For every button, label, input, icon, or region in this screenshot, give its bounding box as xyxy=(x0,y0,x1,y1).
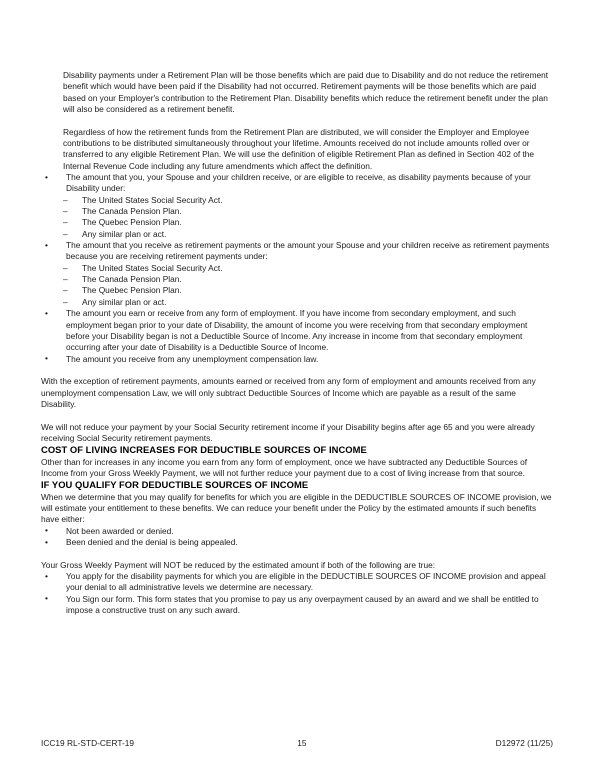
bullet-item-not-awarded xyxy=(44,526,553,537)
qualify-bullet-list xyxy=(41,526,553,549)
sub-list-text: Any similar plan or act. xyxy=(82,296,167,307)
bullet-marker-icon: • xyxy=(45,525,48,536)
dash-marker-icon: – xyxy=(63,194,68,205)
bullet-marker-icon: • xyxy=(45,307,48,318)
sub-list-item xyxy=(63,285,553,296)
sub-list-item xyxy=(63,229,553,240)
footer-doc-code: D12972 (11/25) xyxy=(495,738,553,748)
sub-list-text: The Canada Pension Plan. xyxy=(82,274,182,285)
footer-page-number: 15 xyxy=(297,738,307,748)
paragraph-cost-of-living: Other than for increases in any income you earn from any form of employment, once we have subtracted any Deductible Sources of Income from your Gross Weekly Payment, we will not further reduce your payment due to a cost of living increase from that source. xyxy=(41,456,528,478)
page-footer xyxy=(41,738,553,749)
dash-marker-icon: – xyxy=(63,296,68,307)
not-reduced-bullet-list xyxy=(41,571,553,616)
bullet-text: The amount that you, your Spouse and your children receive, or are eligible to receive, as disability payments because of your Disability under: xyxy=(66,172,531,194)
footer-form-number: ICC19 RL-STD-CERT-19 xyxy=(41,738,135,748)
bullet-marker-icon: • xyxy=(45,171,48,182)
paragraph-social-security-age-65: We will not reduce your payment by your Social Security retirement income if your Disability begins after age 65 and you were already receiving Social Security retirement payments. xyxy=(41,421,535,443)
document-content xyxy=(41,70,553,616)
bullet-text: Been denied and the denial is being appealed. xyxy=(66,537,238,548)
bullet-marker-icon: • xyxy=(45,239,48,250)
sub-list-text: The United States Social Security Act. xyxy=(82,262,223,273)
sub-list-item xyxy=(63,263,553,274)
disability-sub-list xyxy=(41,195,553,240)
bullet-text: Not been awarded or denied. xyxy=(66,525,174,536)
bullet-item-employment-income xyxy=(44,308,553,353)
paragraph-regardless-of-retirement-funds: Regardless of how the retirement funds from the Retirement Plan are distributed, we will consider the Employer and Employee contributions to be distributed simultaneously throughout your lifetime. Amounts received do not include amounts rolled over or transferred to any eligible Retirement Plan. We will use the definition of eligible Retirement Plan as defined in Section 402 of the Internal Revenue Code including any future amendments which affect the definition. xyxy=(63,126,535,171)
heading-cost-of-living-increases: COST OF LIVING INCREASES FOR DEDUCTIBLE SOURCES OF INCOME xyxy=(41,444,367,456)
bullet-marker-icon: • xyxy=(45,593,48,604)
dash-marker-icon: – xyxy=(63,217,68,228)
bullet-marker-icon: • xyxy=(45,536,48,547)
bullet-text: You apply for the disability payments for which you are eligible in the DEDUCTIBLE SOURCES OF INCOME provision and appeal your denial to all administrative levels we determine are necessary. xyxy=(66,571,546,593)
dash-marker-icon: – xyxy=(63,206,68,217)
sub-list-item xyxy=(63,297,553,308)
bullet-item-retirement-payments xyxy=(44,240,553,263)
bullet-marker-icon: • xyxy=(45,353,48,364)
paragraph-with-exception: With the exception of retirement payments, amounts earned or received from any form of employment and amounts received from any unemployment compensation Law, we will only subtract Deductible Sources of Income which are payable as a result of the same Disability. xyxy=(41,376,536,409)
retirement-payments-bullet-list xyxy=(41,240,553,263)
sub-list-item xyxy=(63,195,553,206)
bullet-item-unemployment-compensation xyxy=(44,354,553,365)
heading-if-you-qualify: IF YOU QUALIFY FOR DEDUCTIBLE SOURCES OF INCOME xyxy=(41,479,309,491)
bullet-text: You Sign our form. This form states that you promise to pay us any overpayment caused by an award and we shall be entitled to impose a constructive trust on any such award. xyxy=(66,593,539,616)
bullet-item-disability-payments xyxy=(44,172,553,195)
sub-list-text: Any similar plan or act. xyxy=(82,228,167,239)
paragraph-retirement-plan: Disability payments under a Retirement Plan will be those benefits which are paid due to Disability and do not reduce the retirement benefit which would have been paid if the Disability had not occurred. Retirement payments will be those benefits which are paid based on your Employer's contribution to the Retirement Plan. Disability benefits which reduce the retirement benefit under the plan will also be considered as a retirement benefit. xyxy=(63,70,549,115)
deductible-sources-bullet-list xyxy=(41,172,553,195)
paragraph-if-you-qualify: When we determine that you may qualify for benefits for which you are eligible in the DEDUCTIBLE SOURCES OF INCOME provision, we will estimate your entitlement to these benefits. We can reduce your benefit under the Policy by the estimated amounts if such benefits have either: xyxy=(41,491,552,525)
bullet-item-apply-and-appeal xyxy=(44,571,553,594)
dash-marker-icon: – xyxy=(63,228,68,239)
sub-list-text: The Quebec Pension Plan. xyxy=(82,285,182,296)
employment-income-bullet-list xyxy=(41,308,553,365)
retirement-sub-list xyxy=(41,263,553,308)
bullet-text: The amount you receive from any unemployment compensation law. xyxy=(66,353,319,364)
sub-list-text: The Canada Pension Plan. xyxy=(82,206,182,217)
sub-list-text: The Quebec Pension Plan. xyxy=(82,217,182,228)
bullet-text: The amount that you receive as retirement payments or the amount your Spouse and your children receive as retirement payments because you are receiving retirement payments under: xyxy=(66,240,550,262)
bullet-marker-icon: • xyxy=(45,570,48,581)
paragraph-gross-weekly-payment: Your Gross Weekly Payment will NOT be reduced by the estimated amount if both of the following are true: xyxy=(41,559,436,570)
sub-list-item xyxy=(63,206,553,217)
sub-list-text: The United States Social Security Act. xyxy=(82,194,223,205)
dash-marker-icon: – xyxy=(63,285,68,296)
dash-marker-icon: – xyxy=(63,262,68,273)
sub-list-item xyxy=(63,274,553,285)
bullet-item-denied-appealed xyxy=(44,537,553,548)
bullet-item-sign-our-form xyxy=(44,594,553,617)
dash-marker-icon: – xyxy=(63,274,68,285)
sub-list-item xyxy=(63,217,553,228)
bullet-text: The amount you earn or receive from any form of employment. If you have income from secondary employment, and such employment began prior to your date of Disability, the amount of income you were receiving from that secondary employment before your Disability began is not a Deductible Source of Income. Any increase in income from that secondary employment occurring after your date of Disability is a Deductible Source of Income. xyxy=(66,308,528,353)
